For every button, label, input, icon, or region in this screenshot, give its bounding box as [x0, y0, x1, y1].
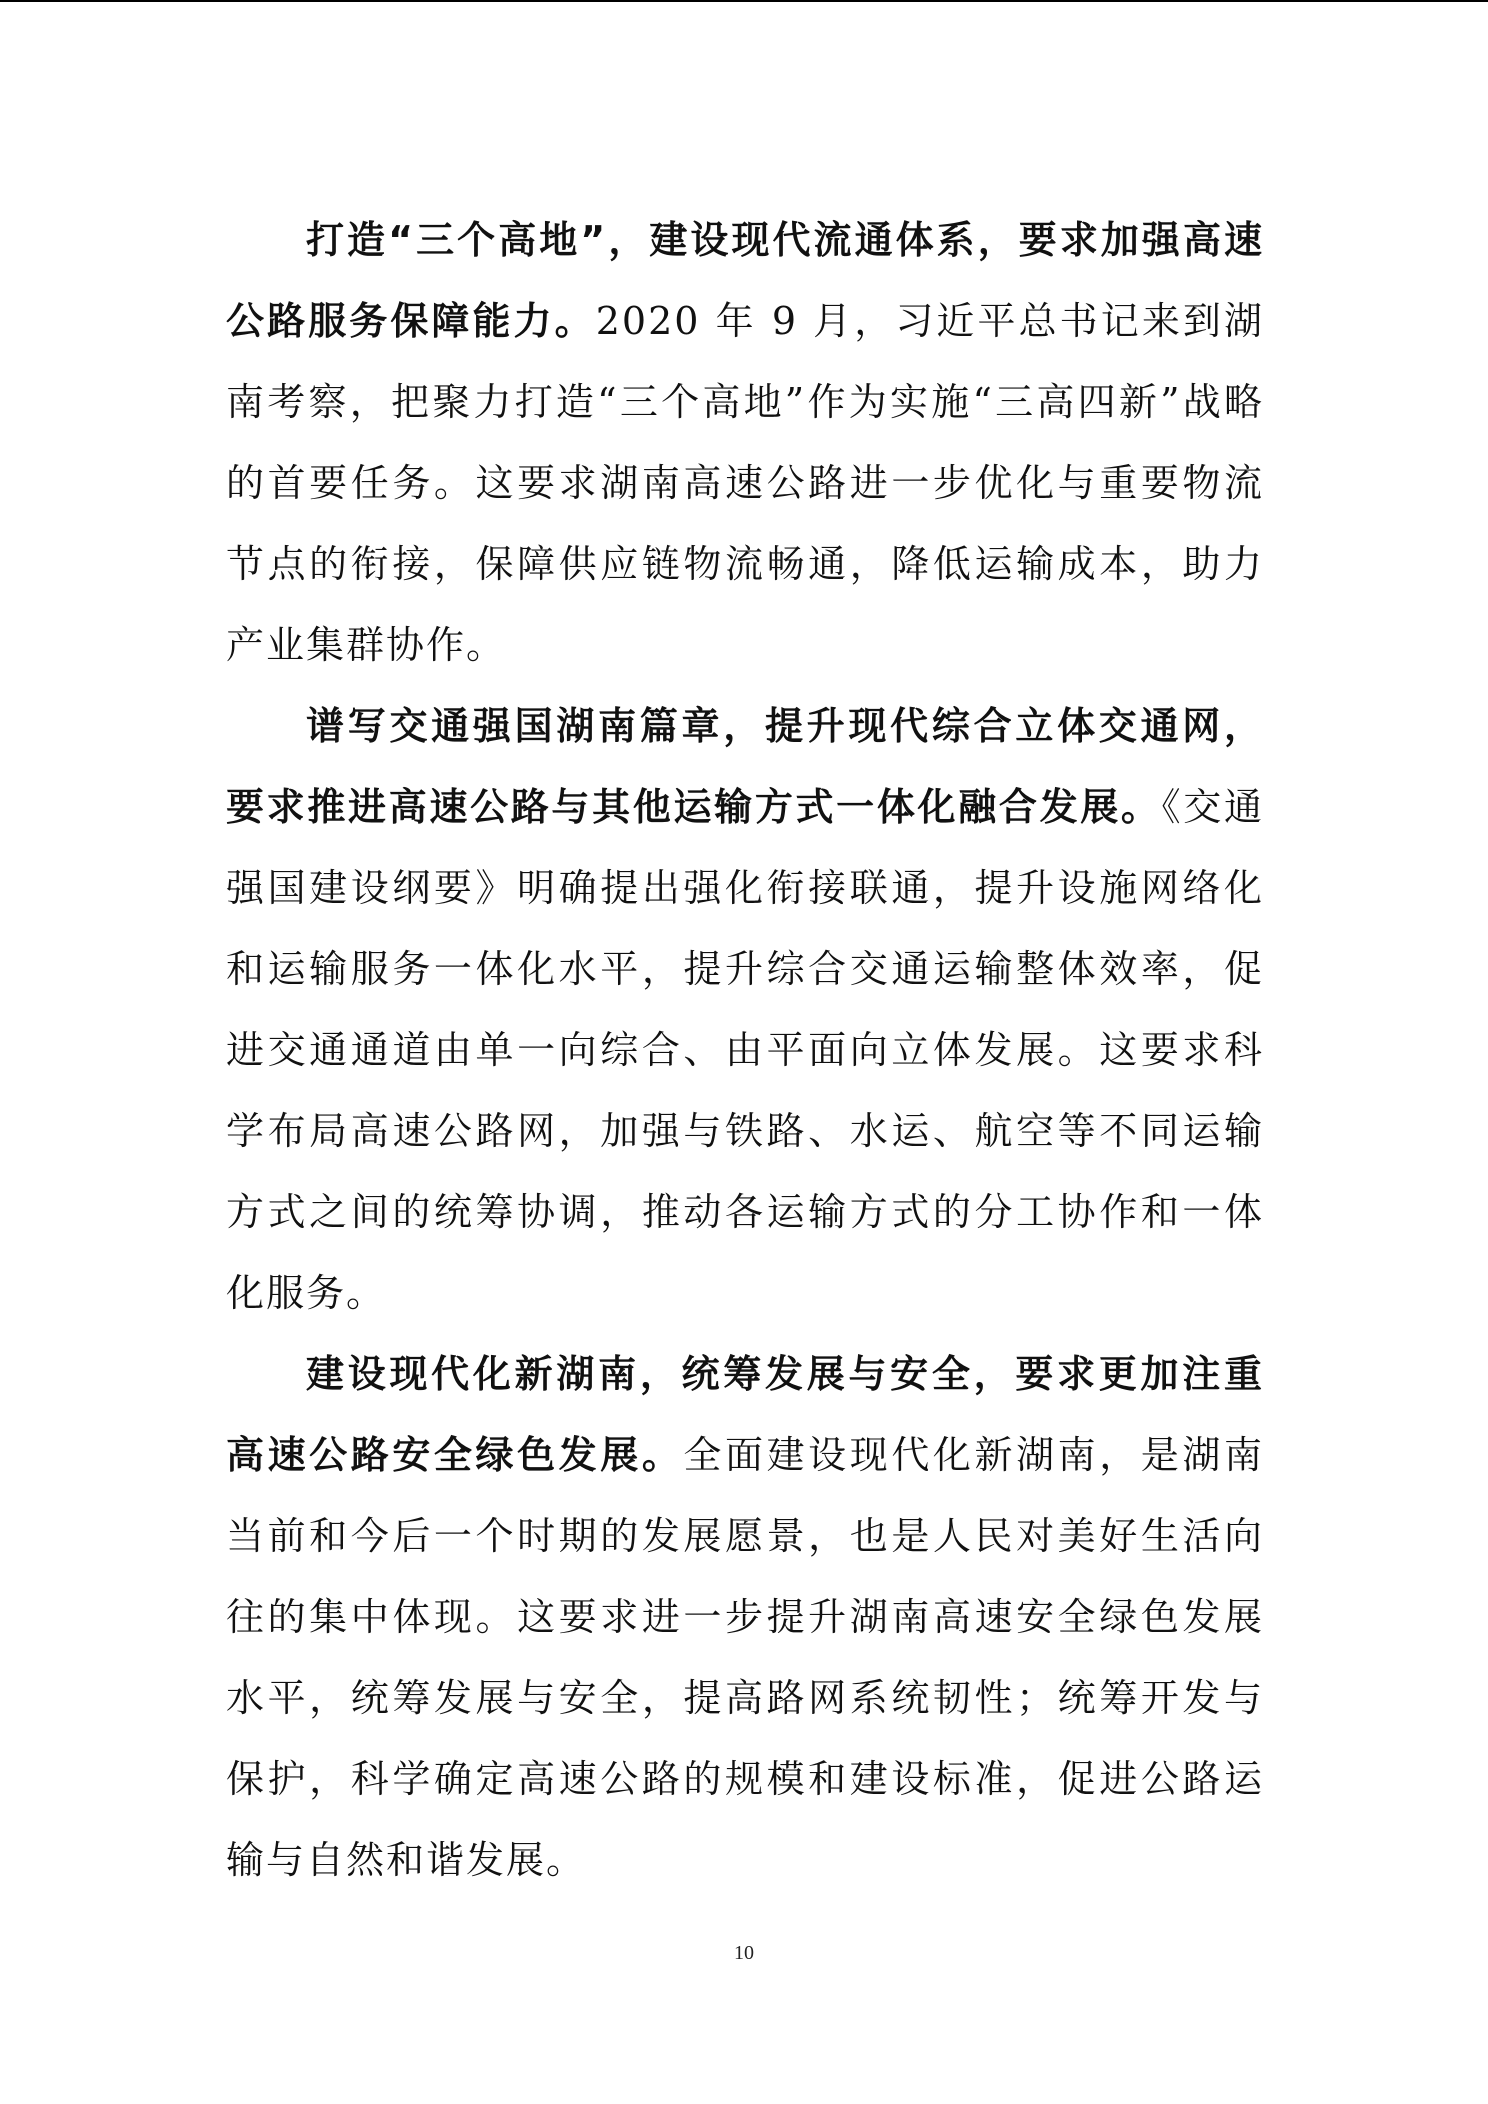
- page-number: 10: [734, 1942, 754, 1964]
- paragraph-lead: 谱写交通强国湖南篇章，提升现代综合立体交通网，要求推进高速公路与其他运输方式一体化融合发展。: [226, 704, 1264, 829]
- paragraph-lead: 建设现代化新湖南，统筹发展与安全，要求更加注重高速公路安全绿色发展。: [226, 1352, 1264, 1477]
- paragraph: [226, 200, 1264, 686]
- paragraph: [226, 686, 1264, 1334]
- paragraph-text: 2020 年 9 月，习近平总书记来到湖南考察，把聚力打造“三个高地”作为实施“三高四新”战略的首要任务。这要求湖南高速公路进一步优化与重要物流节点的衔接，保障供应链物流畅通，降低运输成本，助力产业集群协作。: [226, 299, 1264, 667]
- top-border-line: [0, 0, 1488, 2]
- paragraph-text: 全面建设现代化新湖南，是湖南当前和今后一个时期的发展愿景，也是人民对美好生活向往的集中体现。这要求进一步提升湖南高速安全绿色发展水平，统筹发展与安全，提高路网系统韧性；统筹开发与保护，科学确定高速公路的规模和建设标准，促进公路运输与自然和谐发展。: [226, 1433, 1264, 1882]
- paragraph: [226, 1334, 1264, 1901]
- body-text: [226, 200, 1264, 1901]
- paragraph-lead: 打造“三个高地”，建设现代流通体系，要求加强高速公路服务保障能力。: [226, 218, 1264, 343]
- paragraph-text: 《交通强国建设纲要》明确提出强化衔接联通，提升设施网络化和运输服务一体化水平，提升综合交通运输整体效率，促进交通通道由单一向综合、由平面向立体发展。这要求科学布局高速公路网，加强与铁路、水运、航空等不同运输方式之间的统筹协调，推动各运输方式的分工协作和一体化服务。: [226, 785, 1264, 1315]
